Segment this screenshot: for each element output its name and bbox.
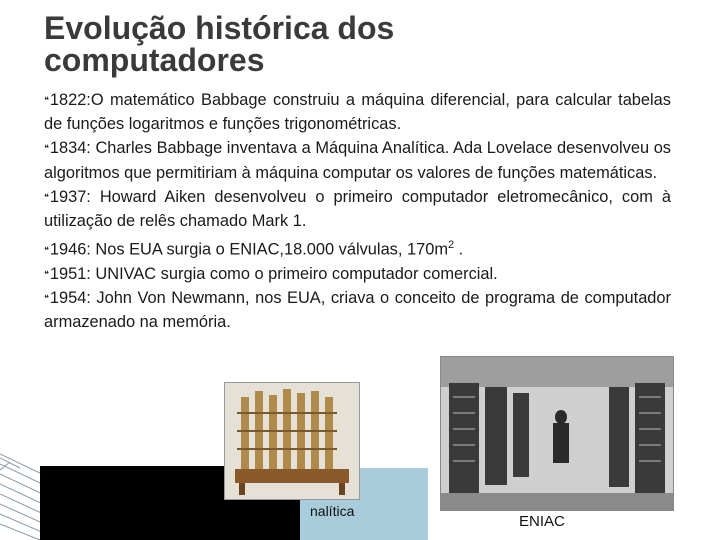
bullet-1834	[44, 136, 671, 184]
bullet-1822	[44, 88, 671, 136]
analytical-engine-photo	[224, 382, 360, 500]
bullet-list	[44, 88, 671, 335]
bullet-text: 1822:O matemático Babbage construiu a máquina diferencial, para calcular tabelas de funções logaritmos e funções trigonométricas.	[44, 91, 671, 134]
bullet-mark-icon: ❝	[44, 293, 49, 304]
bullet-mark-icon: ❝	[44, 191, 49, 202]
bullet-text: 1937: Howard Aiken desenvolveu o primeiro computador eletromecânico, com à utilização de relês chamado Mark 1.	[44, 187, 671, 231]
eniac-photo	[440, 356, 674, 511]
bullet-text: 1951: UNIVAC surgia como o primeiro computador comercial.	[49, 264, 498, 283]
bullet-mark-icon: ❝	[44, 268, 49, 279]
caption-analitica: nalítica	[310, 503, 355, 519]
caption-eniac: ENIAC	[519, 513, 565, 530]
bullet-text: 1954: John Von Newmann, nos EUA, criava o conceito de programa de computador armazenado na memória.	[44, 289, 671, 332]
bullet-text: 1834: Charles Babbage inventava a Máquina Analítica. Ada Lovelace desenvolveu os algoritmos que permitiriam à máquina computar os valores de funções matemáticas.	[44, 139, 671, 182]
bullet-text: 1946: Nos EUA surgia o ENIAC,18.000 válvulas, 170m	[49, 240, 448, 259]
bullet-mark-icon: ❝	[44, 95, 49, 105]
bullet-mark-icon: ❝	[44, 143, 49, 154]
superscript: 2	[448, 239, 455, 252]
bullet-1946	[44, 233, 671, 262]
bullet-1937	[44, 185, 671, 233]
bullet-tail: .	[454, 240, 464, 259]
slide-title: Evolução histórica dos computadores	[44, 10, 395, 78]
bullet-1954	[44, 286, 671, 334]
bullet-1951	[44, 262, 671, 286]
bullet-mark-icon: ❝	[44, 244, 49, 255]
